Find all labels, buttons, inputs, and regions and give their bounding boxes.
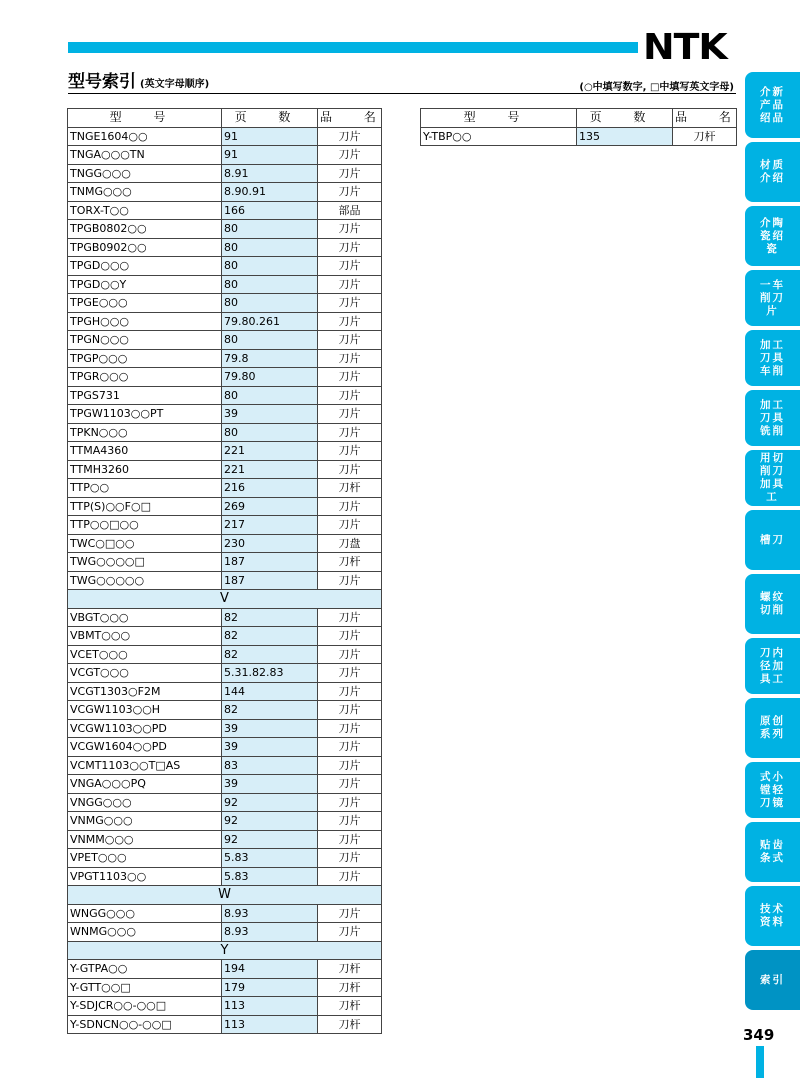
category-cell: 刀片 — [318, 183, 382, 202]
sidebar-tab-label: 式小镗轻刀镜 — [760, 770, 785, 809]
model-cell: TWG○○○○□ — [68, 553, 222, 572]
model-cell: VNMM○○○ — [68, 830, 222, 849]
page-cell: 8.93 — [222, 904, 318, 923]
page-cell: 8.93 — [222, 923, 318, 942]
category-cell: 刀盘 — [318, 534, 382, 553]
sidebar-tab[interactable] — [745, 450, 800, 506]
table-row — [68, 812, 382, 831]
model-cell: VCET○○○ — [68, 645, 222, 664]
sidebar-tab-label: 一车削刀片 — [760, 278, 785, 317]
table-row — [68, 960, 382, 979]
sidebar-tab[interactable] — [745, 574, 800, 634]
page-cell: 92 — [222, 812, 318, 831]
header-page: 页 数 — [577, 109, 673, 128]
page-title-text: 型号索引 — [68, 72, 136, 92]
category-cell: 刀片 — [318, 349, 382, 368]
page-cell: 166 — [222, 201, 318, 220]
table-row — [68, 368, 382, 387]
sidebar-tab-label: 贴齿条式 — [760, 839, 785, 864]
model-cell: TPGS731 — [68, 386, 222, 405]
page-cell: 187 — [222, 571, 318, 590]
model-cell: TNMG○○○ — [68, 183, 222, 202]
category-cell: 刀片 — [318, 516, 382, 535]
table-row — [68, 127, 382, 146]
page-cell: 5.83 — [222, 867, 318, 886]
category-cell: 刀杆 — [318, 553, 382, 572]
table-row — [68, 516, 382, 535]
page-cell: 80 — [222, 423, 318, 442]
model-cell: TTP○○□○○ — [68, 516, 222, 535]
page-title — [68, 72, 209, 95]
category-cell: 刀片 — [318, 793, 382, 812]
table-row — [68, 867, 382, 886]
page-cell: 5.83 — [222, 849, 318, 868]
sidebar-tab-label: 加工刀具车削 — [760, 338, 785, 377]
page-cell: 230 — [222, 534, 318, 553]
category-cell: 刀片 — [318, 275, 382, 294]
category-cell: 刀片 — [318, 701, 382, 720]
category-cell: 刀片 — [318, 423, 382, 442]
model-cell: VPGT1103○○ — [68, 867, 222, 886]
table-row — [68, 405, 382, 424]
model-cell: TPGW1103○○PT — [68, 405, 222, 424]
model-cell: TNGA○○○TN — [68, 146, 222, 165]
sidebar-tab-label: 螺纹切削 — [760, 591, 785, 616]
section-letter: W — [68, 886, 382, 905]
page-cell: 39 — [222, 719, 318, 738]
table-row — [68, 146, 382, 165]
sidebar-tab[interactable] — [745, 762, 800, 818]
table-row — [68, 275, 382, 294]
table-row — [68, 978, 382, 997]
table-row — [68, 645, 382, 664]
category-cell: 刀杆 — [318, 960, 382, 979]
sidebar-tab[interactable] — [745, 142, 800, 202]
page-cell: 221 — [222, 442, 318, 461]
model-cell: VCGW1604○○PD — [68, 738, 222, 757]
model-cell: Y-SDJCR○○-○○□ — [68, 997, 222, 1016]
model-cell: Y-SDNCN○○-○○□ — [68, 1015, 222, 1034]
page-cell: 216 — [222, 479, 318, 498]
category-cell: 刀片 — [318, 719, 382, 738]
page-cell: 82 — [222, 627, 318, 646]
category-cell: 刀片 — [318, 830, 382, 849]
page-cell: 82 — [222, 608, 318, 627]
category-cell: 刀片 — [318, 164, 382, 183]
table-row — [68, 201, 382, 220]
table-header-row — [68, 109, 382, 128]
category-cell: 刀片 — [318, 460, 382, 479]
category-cell: 刀片 — [318, 608, 382, 627]
page-cell: 194 — [222, 960, 318, 979]
category-cell: 刀片 — [318, 257, 382, 276]
sidebar-tab[interactable] — [745, 950, 800, 1010]
model-cell: TTP(S)○○F○□ — [68, 497, 222, 516]
category-cell: 部品 — [318, 201, 382, 220]
category-cell: 刀杆 — [318, 1015, 382, 1034]
page-cell: 80 — [222, 331, 318, 350]
section-row — [68, 941, 382, 960]
page-cell: 221 — [222, 460, 318, 479]
sidebar-tab[interactable] — [745, 390, 800, 446]
page-number: 349 — [743, 1026, 775, 1044]
category-cell: 刀杆 — [673, 127, 737, 146]
sidebar-tab-label: 材质介绍 — [760, 159, 785, 184]
page-number-bar — [756, 1046, 764, 1078]
table-row — [68, 349, 382, 368]
sidebar-tab-label: 索引 — [760, 973, 785, 986]
category-cell: 刀片 — [318, 386, 382, 405]
model-cell: WNMG○○○ — [68, 923, 222, 942]
model-cell: TPGR○○○ — [68, 368, 222, 387]
header-category: 品 名 — [673, 109, 737, 128]
table-row — [68, 164, 382, 183]
model-cell: TPKN○○○ — [68, 423, 222, 442]
table-row — [68, 719, 382, 738]
sidebar-tab[interactable] — [745, 270, 800, 326]
model-cell: VNGG○○○ — [68, 793, 222, 812]
table-row — [68, 257, 382, 276]
category-cell: 刀片 — [318, 331, 382, 350]
model-cell: TNGG○○○ — [68, 164, 222, 183]
category-cell: 刀片 — [318, 645, 382, 664]
header-category: 品 名 — [318, 109, 382, 128]
section-row — [68, 886, 382, 905]
page-cell: 8.90.91 — [222, 183, 318, 202]
page-cell: 82 — [222, 645, 318, 664]
page-cell: 217 — [222, 516, 318, 535]
sidebar-tab-label: 用切削刀加具工 — [760, 452, 785, 503]
model-cell: Y-GTT○○□ — [68, 978, 222, 997]
sidebar-tab-label: 加工刀具铣削 — [760, 398, 785, 437]
section-letter: Y — [68, 941, 382, 960]
table-row — [68, 386, 382, 405]
model-cell: TPGB0802○○ — [68, 220, 222, 239]
table-row — [68, 479, 382, 498]
model-cell: VNGA○○○PQ — [68, 775, 222, 794]
model-cell: VCGT○○○ — [68, 664, 222, 683]
table-row — [68, 553, 382, 572]
sidebar-tab[interactable] — [745, 206, 800, 266]
header-accent-bar — [68, 42, 638, 53]
category-cell: 刀片 — [318, 238, 382, 257]
page-cell: 92 — [222, 793, 318, 812]
page-cell: 80 — [222, 238, 318, 257]
sidebar-tab-label: 刀内径加具工 — [760, 646, 785, 685]
model-cell: WNGG○○○ — [68, 904, 222, 923]
table-row — [68, 738, 382, 757]
page-cell: 79.80 — [222, 368, 318, 387]
model-cell: VCGT1303○F2M — [68, 682, 222, 701]
page-cell: 113 — [222, 997, 318, 1016]
sidebar-tab[interactable] — [745, 72, 800, 138]
header-model: 型 号 — [421, 109, 577, 128]
page-cell: 80 — [222, 294, 318, 313]
page-cell: 91 — [222, 127, 318, 146]
index-table-left — [67, 108, 390, 1034]
category-cell: 刀片 — [318, 849, 382, 868]
page-cell: 39 — [222, 405, 318, 424]
table-row — [68, 331, 382, 350]
table-row — [68, 497, 382, 516]
brand-logo: NTK — [643, 27, 727, 68]
title-rule — [68, 93, 736, 94]
table-row — [68, 608, 382, 627]
table-row — [68, 423, 382, 442]
category-cell: 刀杆 — [318, 978, 382, 997]
table-row — [68, 664, 382, 683]
page-cell: 82 — [222, 701, 318, 720]
page-cell: 187 — [222, 553, 318, 572]
section-letter: V — [68, 590, 382, 609]
page-cell: 39 — [222, 738, 318, 757]
category-cell: 刀片 — [318, 756, 382, 775]
page-cell: 8.91 — [222, 164, 318, 183]
category-cell: 刀片 — [318, 904, 382, 923]
model-cell: VPET○○○ — [68, 849, 222, 868]
table-header-row — [421, 109, 737, 128]
model-cell: TORX-T○○ — [68, 201, 222, 220]
page-cell: 80 — [222, 386, 318, 405]
category-cell: 刀片 — [318, 738, 382, 757]
table-row — [68, 682, 382, 701]
page-cell: 269 — [222, 497, 318, 516]
legend-note: (○中填写数字, □中填写英文字母) — [579, 82, 734, 93]
category-cell: 刀片 — [318, 627, 382, 646]
model-cell: Y-GTPA○○ — [68, 960, 222, 979]
table-row — [68, 312, 382, 331]
sidebar-tab-label: 介陶瓷绍瓷 — [760, 216, 785, 255]
model-cell: TTMH3260 — [68, 460, 222, 479]
table-row — [68, 997, 382, 1016]
model-cell: TWC○□○○ — [68, 534, 222, 553]
table-row — [421, 127, 737, 146]
table-row — [68, 923, 382, 942]
page-cell: 144 — [222, 682, 318, 701]
model-cell: TPGB0902○○ — [68, 238, 222, 257]
category-cell: 刀片 — [318, 682, 382, 701]
model-cell: TPGD○○Y — [68, 275, 222, 294]
category-cell: 刀杆 — [318, 479, 382, 498]
model-cell: VBGT○○○ — [68, 608, 222, 627]
page-cell: 80 — [222, 220, 318, 239]
model-cell: VCGW1103○○H — [68, 701, 222, 720]
table-row — [68, 534, 382, 553]
model-cell: TTP○○ — [68, 479, 222, 498]
model-cell: TWG○○○○○ — [68, 571, 222, 590]
sidebar-tab[interactable] — [745, 330, 800, 386]
category-cell: 刀片 — [318, 664, 382, 683]
model-cell: TPGP○○○ — [68, 349, 222, 368]
model-cell: TTMA4360 — [68, 442, 222, 461]
sidebar-tab[interactable] — [745, 886, 800, 946]
table-row — [68, 442, 382, 461]
category-cell: 刀片 — [318, 220, 382, 239]
model-cell: Y-TBP○○ — [421, 127, 577, 146]
page-cell: 39 — [222, 775, 318, 794]
model-cell: TNGE1604○○ — [68, 127, 222, 146]
table-row — [68, 220, 382, 239]
table-row — [68, 627, 382, 646]
page-title-sub: (英文字母顺序) — [140, 79, 210, 90]
category-cell: 刀片 — [318, 775, 382, 794]
table-row — [68, 849, 382, 868]
sidebar-tab-label: 介新产品绍品 — [760, 85, 785, 124]
table-row — [68, 571, 382, 590]
category-cell: 刀片 — [318, 312, 382, 331]
sidebar-tab[interactable] — [745, 510, 800, 570]
model-cell: VCGW1103○○PD — [68, 719, 222, 738]
page-cell: 91 — [222, 146, 318, 165]
model-cell: TPGN○○○ — [68, 331, 222, 350]
category-cell: 刀片 — [318, 405, 382, 424]
category-cell: 刀片 — [318, 571, 382, 590]
category-cell: 刀片 — [318, 497, 382, 516]
category-cell: 刀片 — [318, 146, 382, 165]
model-cell: TPGH○○○ — [68, 312, 222, 331]
table-row — [68, 775, 382, 794]
sidebar-tab[interactable] — [745, 638, 800, 694]
category-cell: 刀杆 — [318, 997, 382, 1016]
category-cell: 刀片 — [318, 127, 382, 146]
model-cell: TPGE○○○ — [68, 294, 222, 313]
table-row — [68, 904, 382, 923]
page-cell: 92 — [222, 830, 318, 849]
table-row — [68, 460, 382, 479]
category-cell: 刀片 — [318, 442, 382, 461]
model-cell: VBMT○○○ — [68, 627, 222, 646]
category-cell: 刀片 — [318, 923, 382, 942]
header-model: 型 号 — [68, 109, 222, 128]
page-cell: 80 — [222, 275, 318, 294]
page-cell: 135 — [577, 127, 673, 146]
section-row — [68, 590, 382, 609]
table-row — [68, 830, 382, 849]
table-row — [68, 1015, 382, 1034]
page-cell: 113 — [222, 1015, 318, 1034]
sidebar-tab-label: 技术资料 — [760, 903, 785, 928]
sidebar-tab[interactable] — [745, 698, 800, 758]
sidebar-tab-label: 原创系列 — [760, 715, 785, 740]
category-cell: 刀片 — [318, 368, 382, 387]
category-cell: 刀片 — [318, 294, 382, 313]
sidebar-tab[interactable] — [745, 822, 800, 882]
table-row — [68, 294, 382, 313]
index-table-right — [420, 108, 745, 146]
category-cell: 刀片 — [318, 812, 382, 831]
table-row — [68, 756, 382, 775]
table-row — [68, 238, 382, 257]
model-cell: TPGD○○○ — [68, 257, 222, 276]
sidebar-tab-label: 槽刀 — [760, 533, 785, 546]
page-cell: 79.80.261 — [222, 312, 318, 331]
table-row — [68, 793, 382, 812]
header-page: 页 数 — [222, 109, 318, 128]
page-cell: 80 — [222, 257, 318, 276]
page-cell: 179 — [222, 978, 318, 997]
page-cell: 79.8 — [222, 349, 318, 368]
page-cell: 5.31.82.83 — [222, 664, 318, 683]
table-row — [68, 183, 382, 202]
category-cell: 刀片 — [318, 867, 382, 886]
model-cell: VNMG○○○ — [68, 812, 222, 831]
table-row — [68, 701, 382, 720]
model-cell: VCMT1103○○T□AS — [68, 756, 222, 775]
page-cell: 83 — [222, 756, 318, 775]
